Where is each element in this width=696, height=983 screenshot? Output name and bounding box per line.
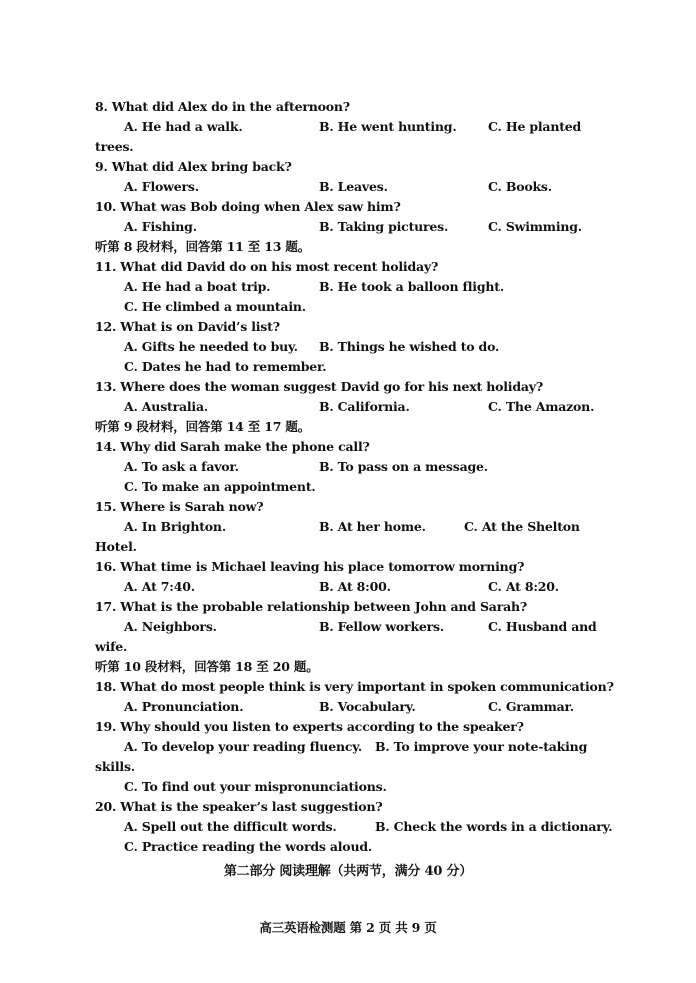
page-footer: 高三英语检测题 第 2 页 共 9 页	[259, 920, 437, 935]
answer-option: B. Vocabulary.	[319, 699, 416, 714]
answer-option: A. Neighbors.	[124, 619, 217, 634]
wrapped-text: Hotel.	[95, 539, 137, 554]
answer-option: B. Fellow workers.	[319, 619, 445, 634]
answer-option: A. He had a walk.	[124, 119, 243, 134]
answer-option: A. Flowers.	[124, 179, 199, 194]
answer-option: C. At 8:20.	[488, 579, 559, 594]
question-stem: 10. What was Bob doing when Alex saw him?	[95, 199, 401, 214]
answer-option: B. California.	[319, 399, 410, 414]
answer-option: C. Grammar.	[488, 699, 574, 714]
answer-option: A. In Brighton.	[124, 519, 226, 534]
answer-option: C. Husband and	[488, 619, 597, 634]
answer-option: C. To make an appointment.	[124, 479, 316, 494]
answer-option: C. Books.	[488, 179, 552, 194]
answer-option: B. Things he wished to do.	[319, 339, 500, 354]
answer-option: C. Dates he had to remember.	[124, 359, 327, 374]
answer-option: C. The Amazon.	[488, 399, 595, 414]
question-stem: 12. What is on David’s list?	[95, 319, 280, 334]
answer-option: B. He went hunting.	[319, 119, 457, 134]
question-stem: 16. What time is Michael leaving his place tomorrow morning?	[95, 559, 525, 574]
answer-option: C. He planted	[488, 119, 582, 134]
answer-option: C. To find out your mispronunciations.	[124, 779, 387, 794]
answer-option: C. Swimming.	[488, 219, 582, 234]
answer-option: B. At her home.	[319, 519, 426, 534]
answer-option: B. To improve your note-taking	[375, 739, 588, 754]
section-instruction: 听第 8 段材料，回答第 11 至 13 题。	[95, 239, 310, 254]
wrapped-text: trees.	[95, 139, 134, 154]
answer-option: B. At 8:00.	[319, 579, 391, 594]
answer-option: A. At 7:40.	[124, 579, 195, 594]
answer-option: A. Fishing.	[124, 219, 197, 234]
question-stem: 18. What do most people think is very important in spoken communication?	[95, 679, 614, 694]
question-stem: 11. What did David do on his most recent holiday?	[95, 259, 439, 274]
question-stem: 14. Why did Sarah make the phone call?	[95, 439, 370, 454]
question-stem: 19. Why should you listen to experts according to the speaker?	[95, 719, 524, 734]
answer-option: B. Taking pictures.	[319, 219, 449, 234]
answer-option: C. At the Shelton	[464, 519, 580, 534]
question-stem: 17. What is the probable relationship between John and Sarah?	[95, 599, 528, 614]
question-stem: 20. What is the speaker’s last suggestion?	[95, 799, 383, 814]
answer-option: A. He had a boat trip.	[124, 279, 271, 294]
section-instruction: 听第 10 段材料，回答第 18 至 20 题。	[95, 659, 319, 674]
answer-option: A. Australia.	[124, 399, 209, 414]
question-stem: 15. Where is Sarah now?	[95, 499, 264, 514]
part-heading: 第二部分 阅读理解（共两节，满分 40 分）	[223, 864, 473, 879]
answer-option: C. Practice reading the words aloud.	[124, 839, 373, 854]
answer-option: A. Spell out the difficult words.	[124, 819, 337, 834]
wrapped-text: skills.	[95, 759, 135, 774]
wrapped-text: wife.	[95, 639, 128, 654]
question-stem: 13. Where does the woman suggest David go for his next holiday?	[95, 379, 543, 394]
answer-option: C. He climbed a mountain.	[124, 299, 306, 314]
answer-option: A. To ask a favor.	[124, 459, 239, 474]
question-stem: 8. What did Alex do in the afternoon?	[95, 99, 350, 114]
question-stem: 9. What did Alex bring back?	[95, 159, 292, 174]
answer-option: A. Pronunciation.	[124, 699, 244, 714]
answer-option: B. He took a balloon flight.	[319, 279, 504, 294]
section-instruction: 听第 9 段材料，回答第 14 至 17 题。	[95, 419, 310, 434]
answer-option: A. To develop your reading fluency.	[124, 739, 363, 754]
answer-option: A. Gifts he needed to buy.	[124, 339, 298, 354]
answer-option: B. Check the words in a dictionary.	[375, 819, 613, 834]
answer-option: B. To pass on a message.	[319, 459, 488, 474]
answer-option: B. Leaves.	[319, 179, 388, 194]
